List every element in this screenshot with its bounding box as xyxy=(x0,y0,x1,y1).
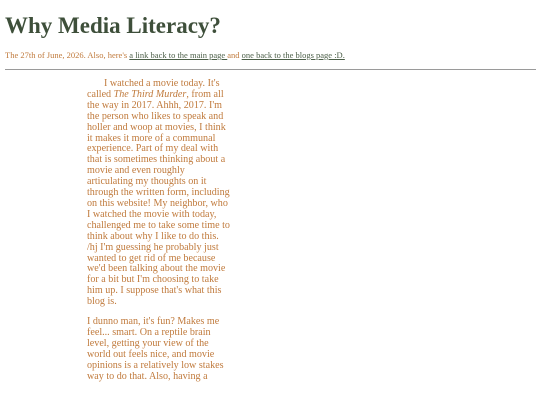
article-body xyxy=(87,79,230,391)
header-divider xyxy=(5,69,536,70)
post-date-text: The 27th of June, 2026. Also, here's xyxy=(5,50,130,60)
page-title: Why Media Literacy? xyxy=(5,13,221,38)
post-meta-line xyxy=(5,50,345,61)
main-page-link[interactable]: a link back to the main page xyxy=(129,50,228,60)
paragraph-text: , from all the way in 2017. Ahhh, 2017. I'm the person who likes to speak and holler and woop at movies, I think it makes it more of a communal experience. Part of my deal with that is sometimes thinking about a movie and even roughly articulating my thoughts on it through the written form, including on this website! My neighbor, who I watched the movie with today, challenged me to take some time to think about why I like to do this. /hj I'm guessing he probably just wanted to get rid of me because we'd been talking about the movie for a bit but I'm choosing to take him up. I suppose that's what this blog is. xyxy=(87,88,230,308)
article-paragraph xyxy=(87,79,230,308)
article-paragraph: I dunno man, it's fun? Makes me feel... smart. On a reptile brain level, getting your view of the world out feels nice, and movie opinions is a relatively low stakes way to do that. Also, having a xyxy=(87,316,224,382)
movie-title: The Third Murder xyxy=(113,88,187,100)
blogs-page-link[interactable]: one back to the blogs page :D. xyxy=(241,50,345,60)
paragraph-text: I watched a movie today. It's called xyxy=(87,78,220,100)
link-connector-text: and xyxy=(227,50,242,60)
